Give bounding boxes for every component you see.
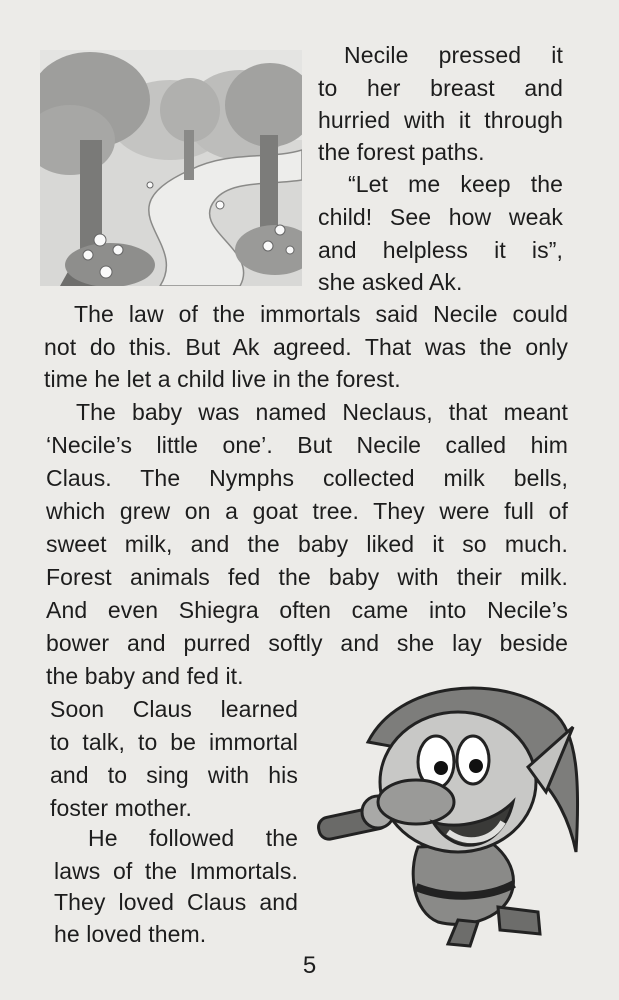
text-line: and helpless it is”, — [318, 237, 563, 263]
text-line: not do this. But Ak agreed. That was the only — [44, 334, 568, 360]
text-line: to her breast and — [318, 75, 563, 101]
text-line: the baby and fed it. — [46, 663, 244, 689]
text-line: Forest animals fed the baby with their milk. — [46, 564, 568, 590]
text-line: bower and purred softly and she lay beside — [46, 630, 568, 656]
text-line: she asked Ak. — [318, 269, 463, 295]
text-line: child! See how weak — [318, 204, 563, 230]
text-line: ‘Necile’s little one’. But Necile called him — [46, 432, 568, 458]
text-line: The baby was named Neclaus, that meant — [76, 399, 568, 425]
text-line: Necile pressed it — [344, 42, 563, 68]
text-line: to talk, to be immortal — [50, 729, 298, 755]
text-line: sweet milk, and the baby liked it so much. — [46, 531, 568, 557]
gnome-illustration — [308, 672, 600, 950]
text-line: Soon Claus learned — [50, 696, 298, 722]
text-line: which grew on a goat tree. They were full of — [46, 498, 568, 524]
text-line: foster mother. — [50, 795, 193, 821]
forest-path-illustration — [40, 50, 302, 286]
text-line: They loved Claus and — [54, 889, 298, 915]
page-number: 5 — [302, 952, 317, 979]
text-line: laws of the Immortals. — [54, 858, 298, 884]
text-line: Claus. The Nymphs collected milk bells, — [46, 465, 568, 491]
text-line: The law of the immortals said Necile could — [74, 301, 568, 327]
text-line: “Let me keep the — [348, 171, 563, 197]
text-line: hurried with it through — [318, 107, 563, 133]
text-line: time he let a child live in the forest. — [44, 366, 401, 392]
text-line: and to sing with his — [50, 762, 298, 788]
text-line: he loved them. — [54, 921, 207, 947]
text-line: the forest paths. — [318, 139, 485, 165]
text-line: And even Shiegra often came into Necile’s — [46, 597, 568, 623]
text-line: He followed the — [88, 825, 298, 851]
